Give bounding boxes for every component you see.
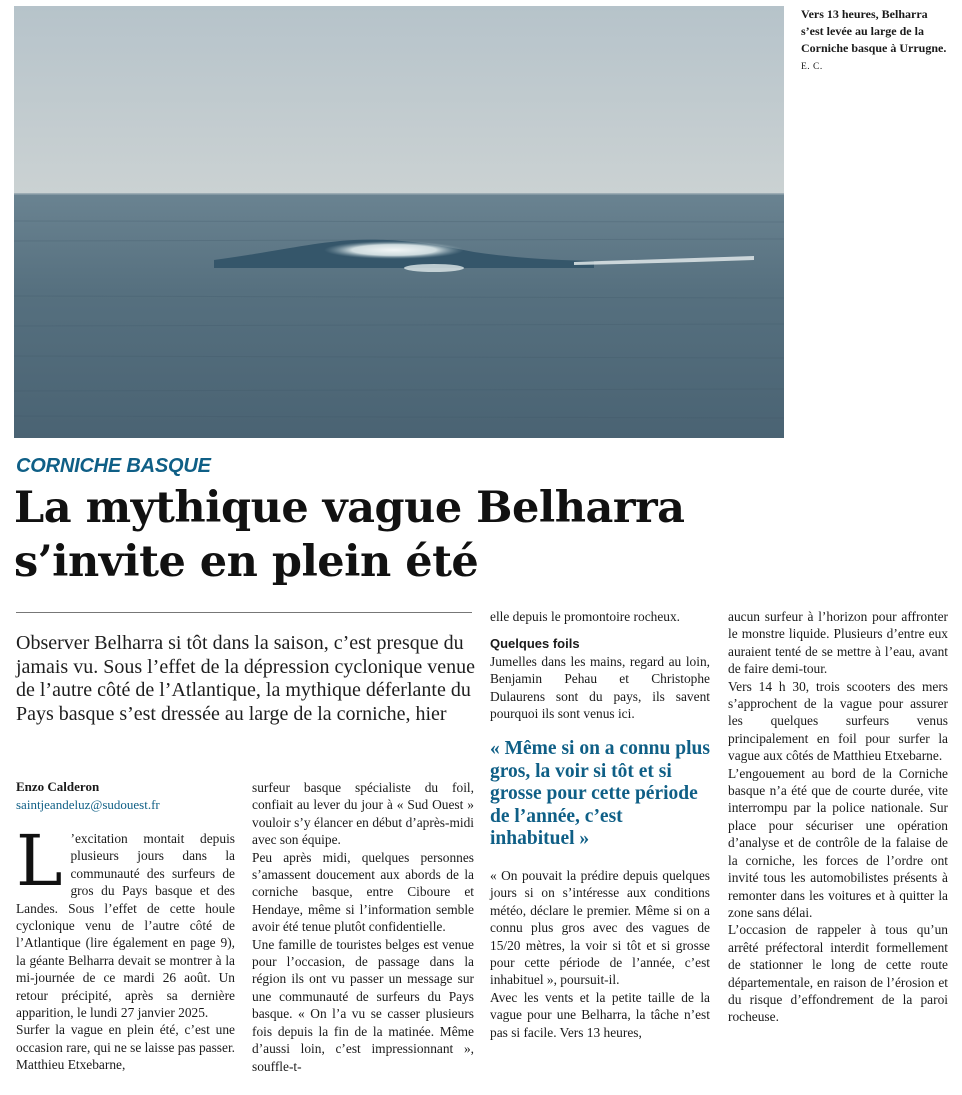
column-3 xyxy=(490,608,710,1041)
paragraph: aucun surfeur à l’horizon pour affronter le monstre liquide. Plusieurs d’entre eux auraient tenté de se mettre à l’eau, avant de faire demi-tour. xyxy=(728,609,948,677)
sea xyxy=(14,194,784,438)
wave-foam xyxy=(324,241,464,259)
standfirst: Observer Belharra si tôt dans la saison, c’est presque du jamais vu. Sous l’effet de la dépression cyclonique venue de l’autre côté de l’Atlantique, la mythique déferlante du Pays basque s’est dressée au large de la corniche, hier xyxy=(16,632,475,725)
section-kicker: CORNICHE BASQUE xyxy=(16,455,211,477)
paragraph: surfeur basque spécialiste du foil, confiait au lever du jour à « Sud Ouest » vouloir s’y élancer en début d’après-midi avec son équipe. xyxy=(252,780,474,848)
headline-line-2: s’invite en plein été xyxy=(14,537,479,587)
byline-author: Enzo Calderon xyxy=(16,779,100,794)
photo-caption xyxy=(801,6,951,76)
column-2 xyxy=(252,779,474,1075)
column-4 xyxy=(728,608,948,1026)
paragraph: Avec les vents et la petite taille de la vague pour une Belharra, la tâche n’est pas si facile. Vers 13 heures, xyxy=(490,989,710,1040)
wave-photo xyxy=(14,6,784,438)
paragraph: elle depuis le promontoire rocheux. xyxy=(490,609,681,624)
paragraph: L’engouement au bord de la Corniche basque n’a été que de courte durée, vite interrompu par la police nationale. Sur place pour sécuriser une opération d’analyse et de contrôle de la falaise de la corniche, les forces de l’ordre ont invité tous les automobilistes présents à remonter dans les voitures et à quitter la zone sans délai. xyxy=(728,765,948,920)
column-1 xyxy=(16,820,236,1074)
sky xyxy=(14,6,784,196)
byline-email[interactable]: saintjeandeluz@sudouest.fr xyxy=(16,797,160,812)
paragraph: « On pouvait la prédire depuis quelques jours si on s’intéresse aux conditions météo, déclare le premier. Même si on a connu plus gros avec des vagues de 15/20 mètres, la voir si tôt et si grosse pour cette période de l’année, c’est inhabituel », poursuit-il. xyxy=(490,867,710,988)
paragraph: Surfer la vague en plein été, c’est une occasion rare, qui ne se laisse pas passer. Matthieu Etxebarne, xyxy=(16,1022,236,1073)
paragraph: Peu après midi, quelques personnes s’amassent doucement aux abords de la corniche basque, entre Ciboure et Hendaye, même si l’information semble avoir été tenue plutôt confidentielle. xyxy=(252,849,474,935)
paragraph-text: ’excitation montait depuis plusieurs jours dans la communauté des surfeurs de gros du Pays basque et des Landes. Sous l’effet de cette houle cyclonique venu de l’autre côté de l’Atlantique (lire également en page 9), la géante Belharra devait se montrer à la mi-journée de ce mardi 26 août. Un retour précipité, après sa dernière apparition, le lundi 27 janvier 2025. xyxy=(16,831,235,1021)
headline-line-1: La mythique vague Belharra xyxy=(14,483,685,533)
photo-credit: E. C. xyxy=(801,62,823,72)
paragraph: Vers 14 h 30, trois scooters des mers s’approchent de la vague pour assurer les quelques surfeurs venus principalement en foil pour surfer la vague aux côtés de Matthieu Etxebarne. xyxy=(728,678,948,764)
paragraph xyxy=(16,820,235,1021)
headline xyxy=(14,481,914,589)
paragraph: Jumelles dans les mains, regard au loin, Benjamin Pehau et Christophe Dulaurens sont du pays, ils savent pourquoi ils sont venus ici. xyxy=(490,653,710,722)
divider-rule xyxy=(16,612,472,613)
paragraph: Une famille de touristes belges est venue pour l’occasion, de passage dans la région ils ont vu passer un message sur une communauté de surfeurs du Pays basque. « On l’a vu se casser plusieurs fois depuis la fin de la matinée. Même d’aussi loin, c’est impressionnant », souffle-t- xyxy=(252,936,474,1074)
caption-text: Vers 13 heures, Belharra s’est levée au large de la Corniche basque à Urrugne. xyxy=(801,7,947,55)
pull-quote: « Même si on a connu plus gros, la voir si tôt et si grosse pour cette période de l’année, c’est inhabituel » xyxy=(490,738,710,850)
paragraph: L’occasion de rappeler à tous qu’un arrêté préfectoral interdit formellement de stationner le long de cette route départementale, en raison de l’érosion et du risque d’effondrement de la paroi rocheuse. xyxy=(728,922,948,1025)
drop-cap: L xyxy=(16,820,63,902)
subheading: Quelques foils xyxy=(490,636,580,652)
